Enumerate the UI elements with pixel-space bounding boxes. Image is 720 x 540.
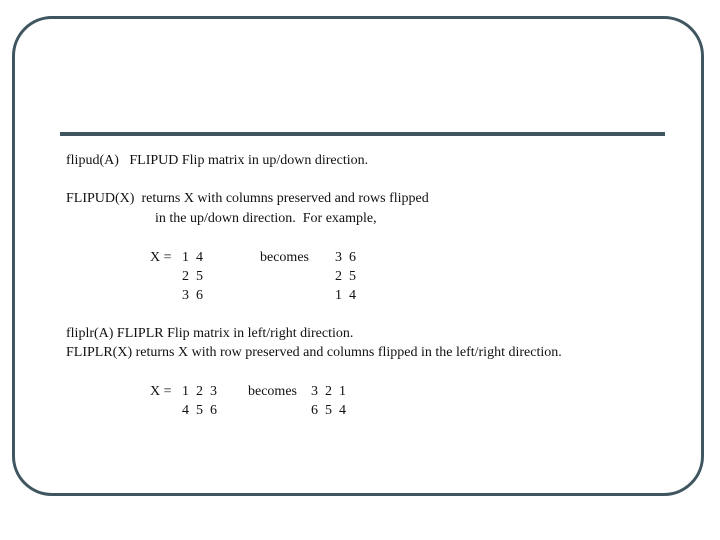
example1-lhs-row: 1 4 <box>182 250 203 265</box>
example1-lhs-row: 3 6 <box>182 288 203 303</box>
example1-x-label: X = <box>150 250 172 265</box>
example1-rhs-row: 2 5 <box>335 269 356 284</box>
example2-rhs-row: 3 2 1 <box>311 384 346 399</box>
example2-lhs-row: 4 5 6 <box>182 403 217 418</box>
example2-x-label: X = <box>150 384 172 399</box>
fliplr-heading: fliplr(A) FLIPLR Flip matrix in left/right direction. <box>66 326 354 341</box>
flipud-description-1: FLIPUD(X) returns X with columns preserved and rows flipped <box>66 191 429 206</box>
example1-rhs-row: 3 6 <box>335 250 356 265</box>
example1-rhs-row: 1 4 <box>335 288 356 303</box>
title-rule <box>60 132 665 136</box>
example1-becomes: becomes <box>260 250 309 265</box>
example2-rhs-row: 6 5 4 <box>311 403 346 418</box>
flipud-description-2: in the up/down direction. For example, <box>155 211 377 226</box>
example2-lhs-row: 1 2 3 <box>182 384 217 399</box>
fliplr-description: FLIPLR(X) returns X with row preserved and columns flipped in the left/right direction. <box>66 345 562 360</box>
example1-lhs-row: 2 5 <box>182 269 203 284</box>
rounded-frame <box>12 16 704 496</box>
flipud-heading: flipud(A) FLIPUD Flip matrix in up/down direction. <box>66 153 369 168</box>
example2-becomes: becomes <box>248 384 297 399</box>
